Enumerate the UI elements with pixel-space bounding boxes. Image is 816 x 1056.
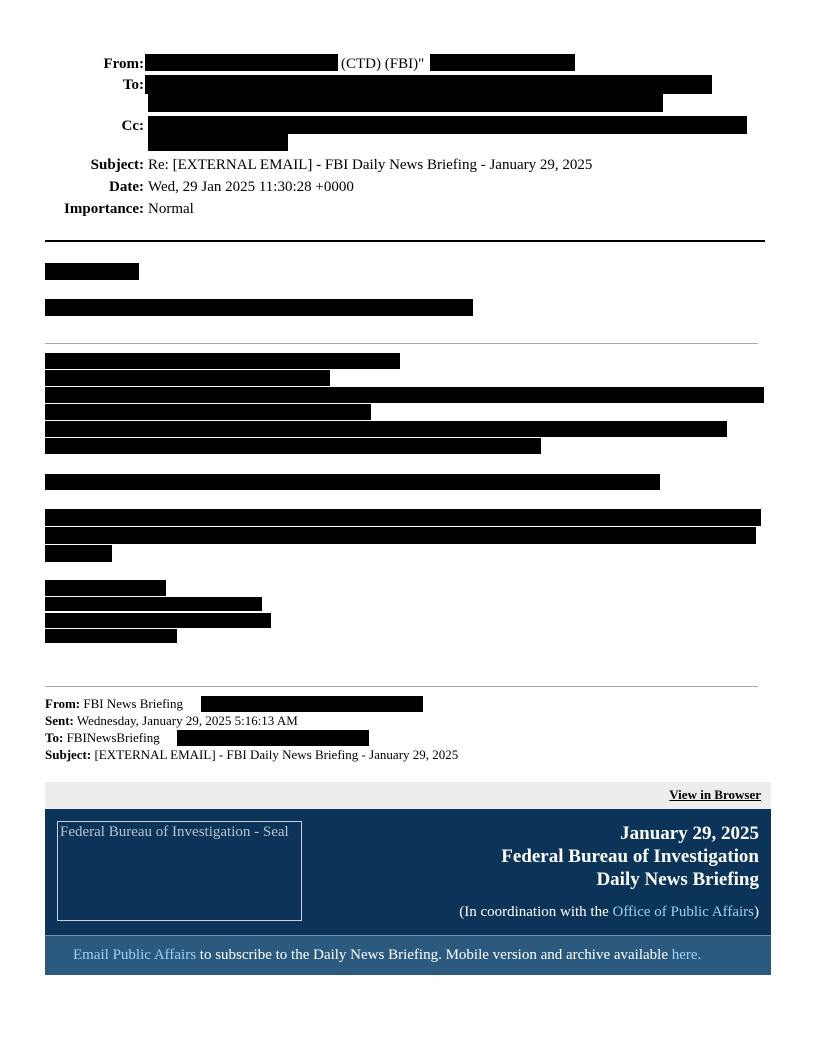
redacted-block [148,116,747,134]
fwd-subject-value: [EXTERNAL EMAIL] - FBI Daily News Briefing - January 29, 2025 [94,747,459,762]
to-label: To: [122,77,144,93]
redacted-block [430,54,575,71]
briefing-title: Daily News Briefing [596,869,759,890]
forward-divider [45,686,758,687]
redacted-block [45,404,371,420]
redacted-block [45,527,756,544]
briefing-banner [45,809,771,935]
redacted-block [45,353,400,369]
redacted-block [45,370,330,386]
redacted-block [145,75,712,94]
redacted-block [148,134,288,151]
redacted-block [148,94,663,112]
fwd-sent-line [45,713,298,729]
redacted-block [45,387,764,403]
briefing-org: Federal Bureau of Investigation [501,846,759,867]
subscribe-desc: to subscribe to the Daily News Briefing. Mobile version and archive available [196,947,672,963]
redacted-block [45,613,271,628]
coord-suffix: ) [754,904,759,920]
redacted-block [45,263,139,280]
browser-bar [45,782,771,809]
coordination-note [459,904,759,921]
redacted-block [45,474,660,490]
email-public-affairs-link[interactable]: Email Public Affairs [73,947,197,963]
redacted-block [45,421,727,437]
redacted-block [45,580,166,596]
office-public-affairs-link[interactable]: Office of Public Affairs [612,904,754,920]
view-in-browser-link[interactable]: View in Browser [669,787,761,802]
header-divider [45,240,765,242]
importance-label: Importance: [64,201,144,217]
fwd-from-label: From: [45,696,81,711]
date-label: Date: [109,179,144,195]
fwd-from-line [45,696,183,712]
redacted-block [177,730,369,746]
from-label: From: [103,56,144,72]
redacted-block [45,509,761,526]
from-suffix: (CTD) (FBI)" [341,56,425,72]
redacted-block [45,545,112,562]
seal-alt-text: Federal Bureau of Investigation - Seal [60,824,289,840]
fwd-sent-label: Sent: [45,713,74,728]
fbi-seal-image [57,821,302,921]
fwd-sent-value: Wednesday, January 29, 2025 5:16:13 AM [76,713,298,728]
fwd-to-line [45,730,160,746]
subject-value: Re: [EXTERNAL EMAIL] - FBI Daily News Briefing - January 29, 2025 [148,157,593,173]
redacted-block [45,597,262,611]
importance-value: Normal [148,201,194,217]
fwd-subject-label: Subject: [45,747,92,762]
redacted-block [45,629,177,643]
section-divider [45,343,758,344]
redacted-block [145,54,338,71]
archive-here-link[interactable]: here. [671,947,702,963]
fwd-to-label: To: [45,730,64,745]
fwd-subject-line [45,747,458,763]
cc-label: Cc: [121,118,144,134]
redacted-block [201,696,423,712]
subject-label: Subject: [90,157,144,173]
date-value: Wed, 29 Jan 2025 11:30:28 +0000 [148,179,354,195]
briefing-date: January 29, 2025 [620,823,759,844]
fwd-from-value: FBI News Briefing [83,696,184,711]
subscribe-text [73,947,701,964]
coord-prefix: (In coordination with the [459,904,613,920]
fwd-to-value: FBINewsBriefing [66,730,160,745]
subscribe-bar [45,935,771,975]
redacted-block [45,299,473,316]
redacted-block [45,438,541,454]
